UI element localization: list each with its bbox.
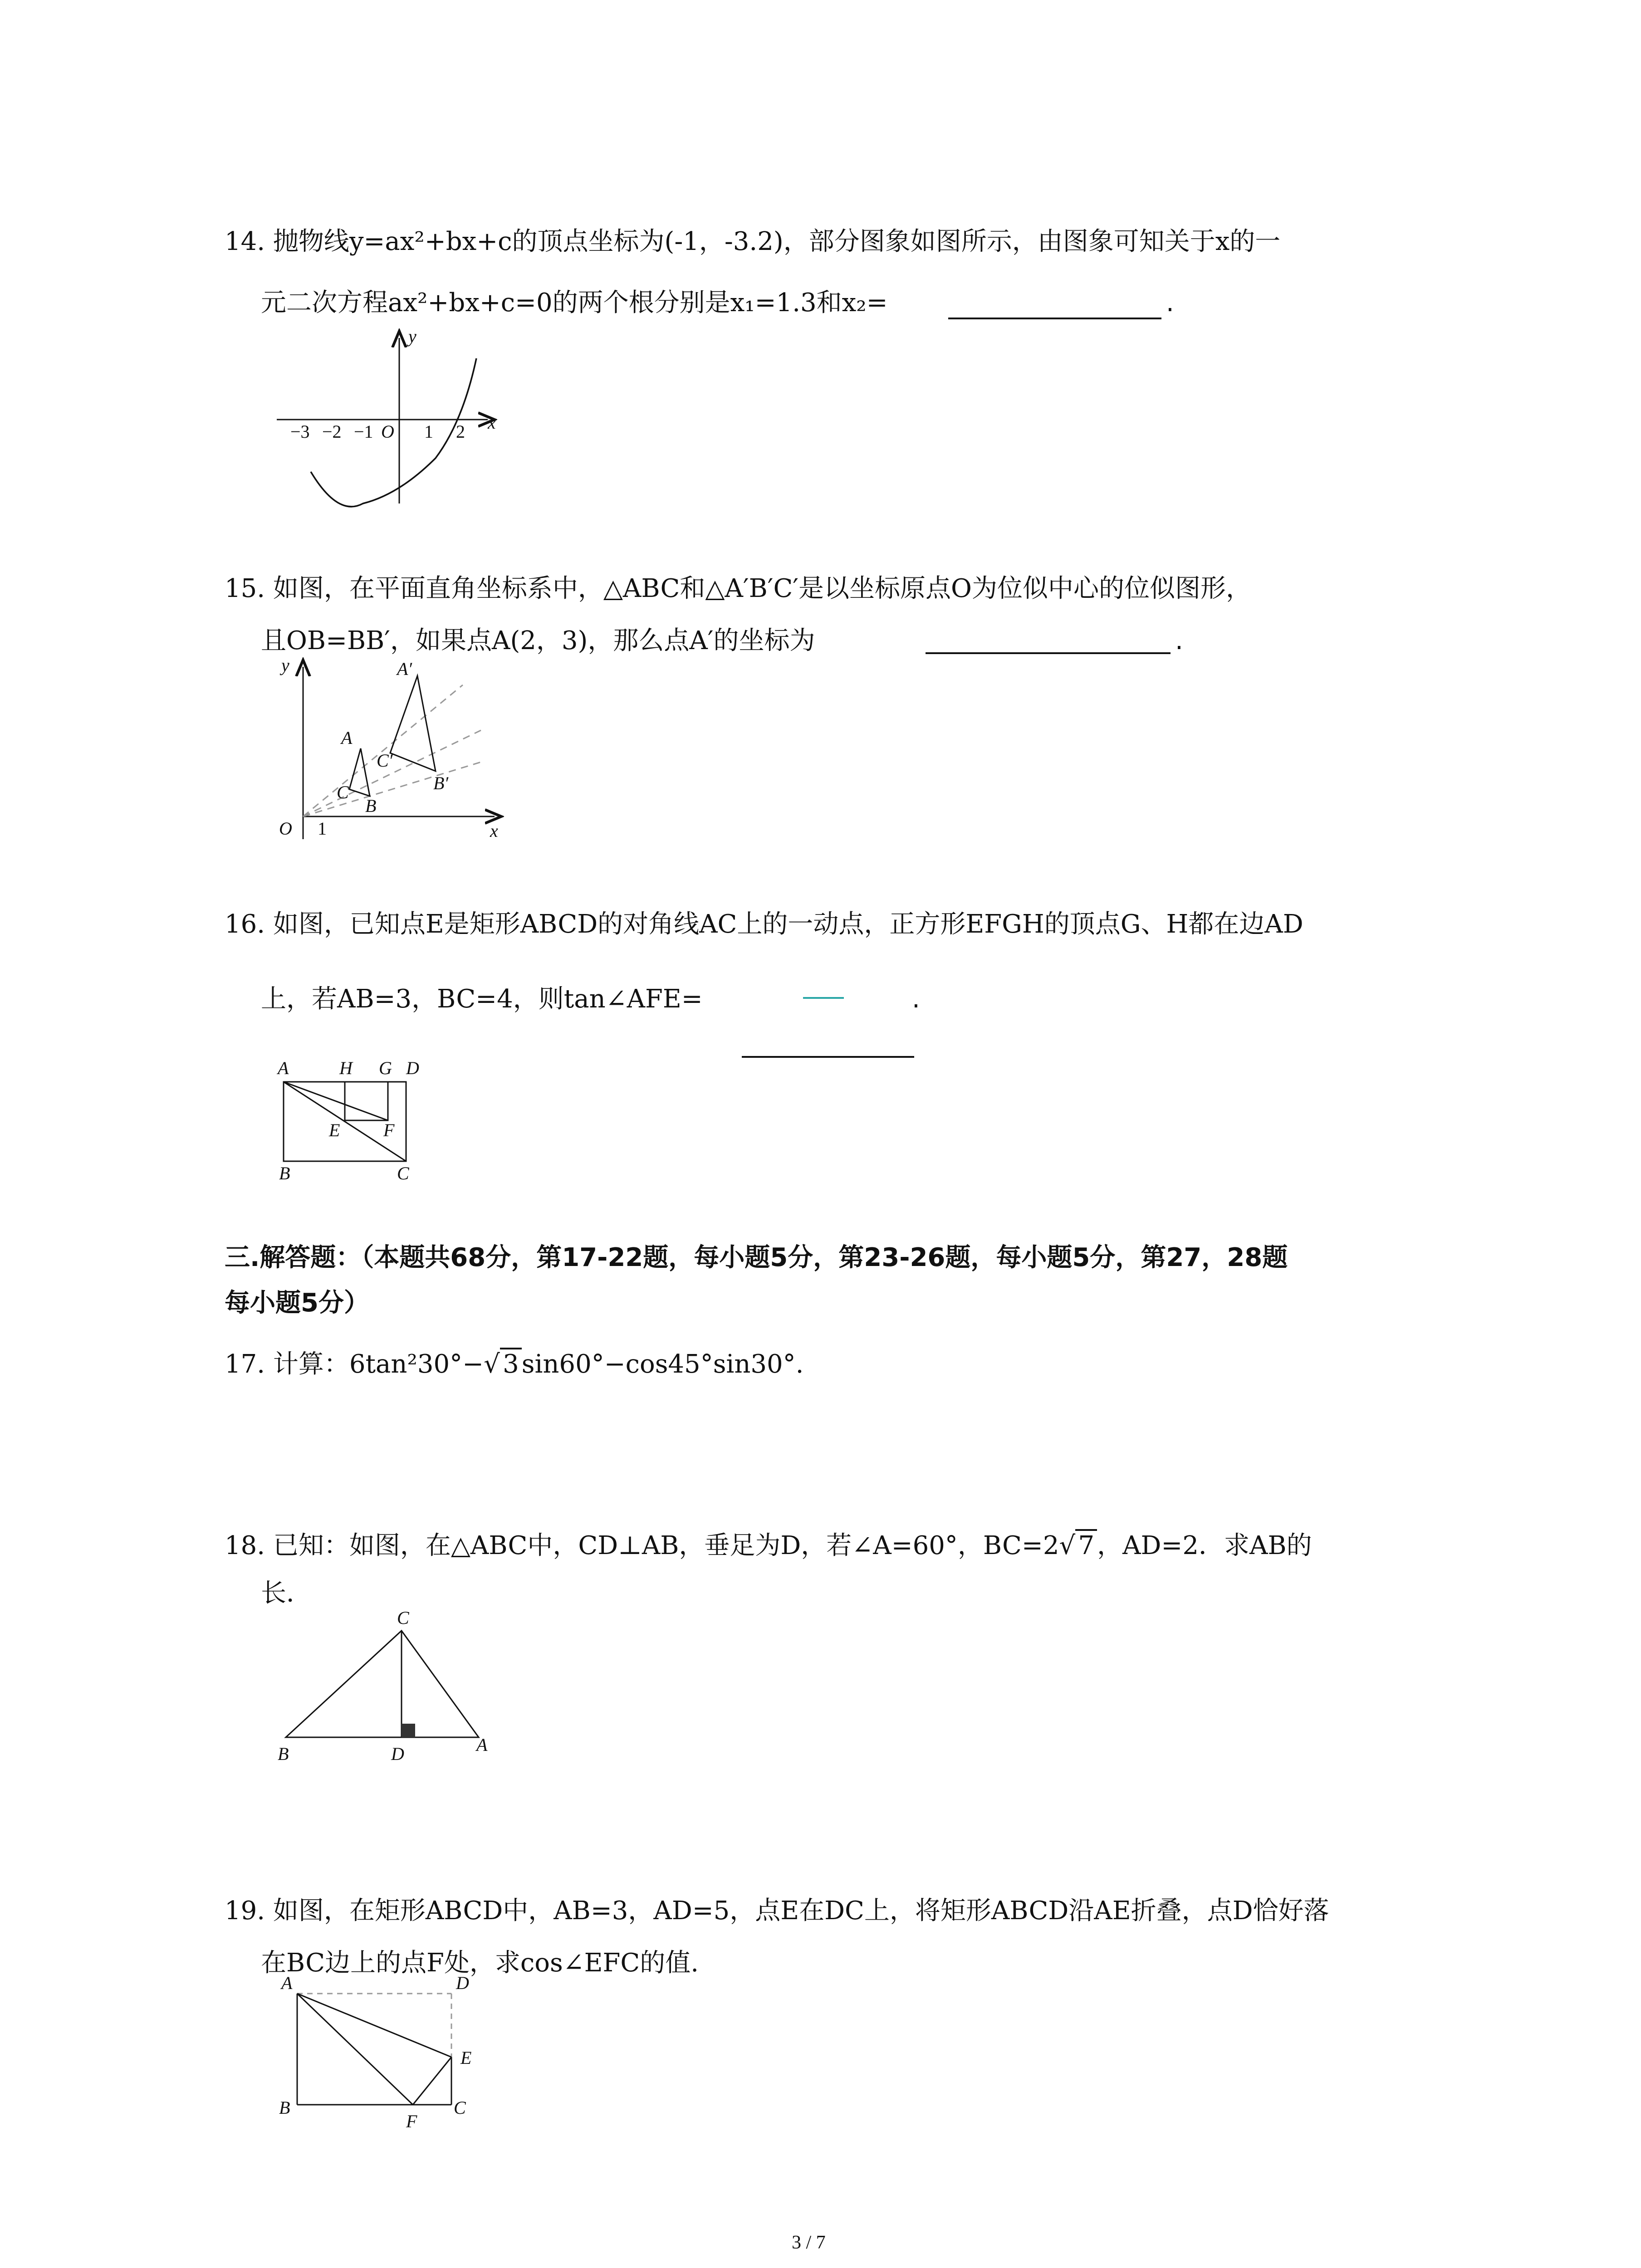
- label-C: C: [397, 1608, 409, 1628]
- label-B: B: [279, 1163, 290, 1183]
- triangle-A-prime-B-prime-C-prime: [390, 676, 436, 771]
- q16-line2-end: .: [912, 984, 920, 1014]
- q19-line1: 19. 如图，在矩形ABCD中，AB=3，AD=5，点E在DC上，将矩形ABCD沿AE折叠，点D恰好落: [225, 1896, 1329, 1926]
- label-D: D: [406, 1058, 419, 1078]
- label-A-prime: A′: [397, 659, 412, 679]
- label-C-prime: C′: [377, 750, 393, 771]
- label-1: 1: [318, 818, 327, 839]
- label-B-prime: B′: [433, 773, 449, 793]
- q18-suffix: ，AD=2．求AB的: [1097, 1531, 1312, 1560]
- tri18-figure: [278, 1608, 488, 1764]
- label-E: E: [460, 2048, 472, 2068]
- triangle-ABC: [349, 748, 370, 796]
- q17-radicand: 3: [500, 1348, 522, 1379]
- q14-line2-end: .: [1166, 288, 1174, 318]
- y-axis-label: y: [408, 326, 416, 347]
- page-number: 3 / 7: [792, 2232, 826, 2253]
- label-D: D: [391, 1744, 404, 1764]
- fold-AE: [297, 1994, 451, 2057]
- q14-line1: 14. 抛物线y=ax²+bx+c的顶点坐标为(-1，-3.2)，部分图象如图所示，由图象可知关于x的一: [225, 227, 1281, 256]
- q19-line2: 在BC边上的点F处，求cos∠EFC的值.: [261, 1948, 699, 1978]
- label-D: D: [456, 1973, 469, 1993]
- label-C: C: [397, 1163, 409, 1183]
- rect19-figure: [279, 1973, 471, 2131]
- parabola-figure: [277, 326, 496, 507]
- q15-line2-end: .: [1175, 626, 1183, 655]
- tick-1: 1: [424, 421, 433, 442]
- x-label: x: [490, 821, 498, 841]
- label-G: G: [379, 1058, 392, 1078]
- origin-label: O: [381, 421, 394, 442]
- square-EFGH: [345, 1082, 388, 1120]
- segment-FE: [413, 2057, 451, 2105]
- tick-2: 2: [456, 421, 465, 442]
- q16-line2: 上，若AB=3，BC=4，则tan∠AFE=: [261, 984, 703, 1014]
- section3-heading-line1: 三.解答题：（本题共68分，第17-22题，每小题5分，第23-26题，每小题5分，第27，28题: [225, 1243, 1288, 1272]
- triangle-ABC: [286, 1631, 479, 1737]
- label-B: B: [279, 2097, 290, 2118]
- label-O: O: [279, 818, 292, 839]
- q17-suffix: sin60°−cos45°sin30°.: [521, 1349, 804, 1379]
- section3-heading-line2: 每小题5分）: [225, 1288, 369, 1318]
- q17-prefix: 17. 计算：6tan²30°−: [225, 1349, 484, 1379]
- q18-line2: 长．: [261, 1579, 312, 1608]
- rect16-figure: [276, 1058, 419, 1183]
- label-B: B: [278, 1744, 289, 1764]
- homothety-figure: [279, 655, 498, 841]
- q16-line1: 16. 如图，已知点E是矩形ABCD的对角线AC上的一动点，正方形EFGH的顶点G、H都在边AD: [225, 909, 1303, 939]
- label-C: C: [454, 2097, 466, 2118]
- tick-neg3: −3: [290, 421, 310, 442]
- label-F: F: [406, 2111, 417, 2131]
- segment-AF: [284, 1082, 388, 1120]
- tick-neg2: −2: [322, 421, 342, 442]
- q15-line2: 且OB=BB′，如果点A(2，3)，那么点A′的坐标为: [261, 626, 815, 655]
- segment-AF: [297, 1994, 413, 2105]
- sqrt-symbol: √: [1059, 1531, 1076, 1560]
- x-axis-label: x: [488, 412, 496, 433]
- label-H: H: [339, 1058, 353, 1078]
- label-E: E: [329, 1120, 340, 1140]
- sqrt-symbol: √: [484, 1349, 500, 1379]
- label-A: A: [278, 1058, 289, 1078]
- q18-prefix: 18. 已知：如图，在△ABC中，CD⊥AB，垂足为D，若∠A=60°，BC=2: [225, 1531, 1059, 1560]
- label-A: A: [476, 1735, 488, 1755]
- label-C: C: [337, 782, 349, 802]
- label-B: B: [365, 796, 377, 816]
- q15-line1: 15. 如图，在平面直角坐标系中，△ABC和△A′B′C′是以坐标原点O为位似中心的位似图形，: [225, 574, 1251, 603]
- q18-radicand: 7: [1075, 1529, 1097, 1560]
- y-label: y: [281, 655, 289, 675]
- q14-line2: 元二次方程ax²+bx+c=0的两个根分别是x₁=1.3和x₂=: [261, 288, 888, 318]
- tick-neg1: −1: [354, 421, 373, 442]
- label-A: A: [341, 728, 353, 748]
- label-F: F: [383, 1120, 395, 1140]
- right-angle-mark: [402, 1724, 415, 1737]
- label-A: A: [281, 1973, 293, 1993]
